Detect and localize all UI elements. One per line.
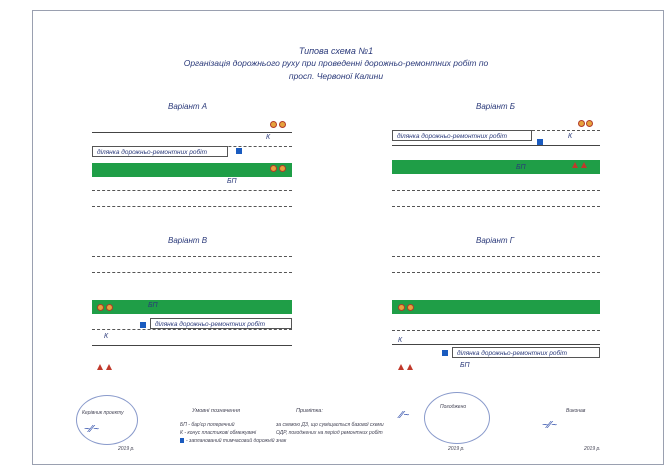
warning-sign-icon <box>572 162 578 168</box>
center-signature-caption: Погоджено <box>440 404 467 410</box>
speed-sign-icon <box>407 304 414 311</box>
legend-title: Умовні позначення <box>192 408 241 414</box>
barrier-label: БП <box>227 178 237 185</box>
variant-a-label: Варіант А <box>168 102 208 111</box>
cone-label: К <box>104 333 109 340</box>
scheme-street: просп. Червоної Калини <box>288 71 384 81</box>
legend-item: БП - бар'єр поперечний <box>180 422 235 428</box>
speed-sign-icon <box>270 121 277 128</box>
lane-line <box>392 330 600 331</box>
work-zone: ділянка дорожньо-ремонтних робіт <box>92 146 228 157</box>
median-strip <box>92 163 292 177</box>
cone-label: К <box>398 337 403 344</box>
signature: ⁄⁄~ <box>400 410 410 421</box>
center-year: 2019 р. <box>448 446 465 452</box>
warning-sign-icon <box>581 162 587 168</box>
barrier-label: БП <box>516 164 526 171</box>
warning-sign-icon <box>407 364 413 370</box>
seal-stamp <box>76 395 138 445</box>
cone-label: К <box>568 133 573 140</box>
seal-stamp <box>424 392 490 444</box>
note-text: за схемою ДЗ, що суміщається базової схеми <box>276 422 384 428</box>
speed-sign-icon <box>578 120 585 127</box>
lane-line <box>92 190 292 191</box>
speed-sign-icon <box>106 304 113 311</box>
signature: ~⁄⁄~ <box>542 420 558 431</box>
scheme-title: Типова схема №1 <box>298 46 374 56</box>
variant-g-label: Варіант Г <box>476 236 515 245</box>
note-title: Примітка: <box>296 408 323 414</box>
lane-line <box>392 256 600 257</box>
speed-sign-icon <box>270 165 277 172</box>
work-zone: ділянка дорожньо-ремонтних робіт <box>392 130 532 141</box>
work-zone: ділянка дорожньо-ремонтних робіт <box>452 347 600 358</box>
speed-sign-icon <box>398 304 405 311</box>
lane-line <box>392 272 600 273</box>
barrier-label: БП <box>148 302 158 309</box>
road-edge <box>92 132 292 133</box>
lane-line <box>92 329 292 330</box>
left-year: 2019 р. <box>118 446 135 452</box>
temporary-sign-icon <box>442 350 448 356</box>
work-zone: ділянка дорожньо-ремонтних робіт <box>150 318 292 329</box>
lane-line <box>92 272 292 273</box>
lane-line <box>392 206 600 207</box>
left-signature-caption: Керівник проекту <box>82 410 124 416</box>
scheme-subtitle: Організація дорожнього руху при проведенні дорожньо-ремонтних робіт по <box>183 58 489 68</box>
legend-item: К - конус пластикові обмежувачі <box>180 430 257 436</box>
median-strip <box>392 160 600 174</box>
variant-b-label: Варіант Б <box>476 102 515 111</box>
speed-sign-icon <box>586 120 593 127</box>
cone-label: К <box>266 134 271 141</box>
temporary-sign-icon <box>537 139 543 145</box>
note-text: ОДР, погоджених на період ремонтних робіт <box>276 430 383 436</box>
temporary-sign-icon <box>236 148 242 154</box>
temporary-sign-icon <box>180 438 184 443</box>
temporary-sign-icon <box>140 322 146 328</box>
lane-line <box>92 256 292 257</box>
road-edge <box>392 344 600 345</box>
lane-line <box>392 190 600 191</box>
right-signature-caption: Виконав <box>566 408 586 414</box>
road-edge <box>392 145 600 146</box>
median-strip <box>392 300 600 314</box>
speed-sign-icon <box>97 304 104 311</box>
right-year: 2019 р. <box>584 446 601 452</box>
signature: ~⁄⁄~ <box>84 424 100 435</box>
barrier-label: БП <box>460 362 470 369</box>
road-edge <box>92 345 292 346</box>
variant-v-label: Варіант В <box>168 236 208 245</box>
speed-sign-icon <box>279 165 286 172</box>
warning-sign-icon <box>97 364 103 370</box>
lane-line <box>92 206 292 207</box>
median-strip <box>92 300 292 314</box>
warning-sign-icon <box>398 364 404 370</box>
warning-sign-icon <box>106 364 112 370</box>
speed-sign-icon <box>279 121 286 128</box>
legend-item: - запланований тимчасовий дорожній знак <box>186 438 287 444</box>
